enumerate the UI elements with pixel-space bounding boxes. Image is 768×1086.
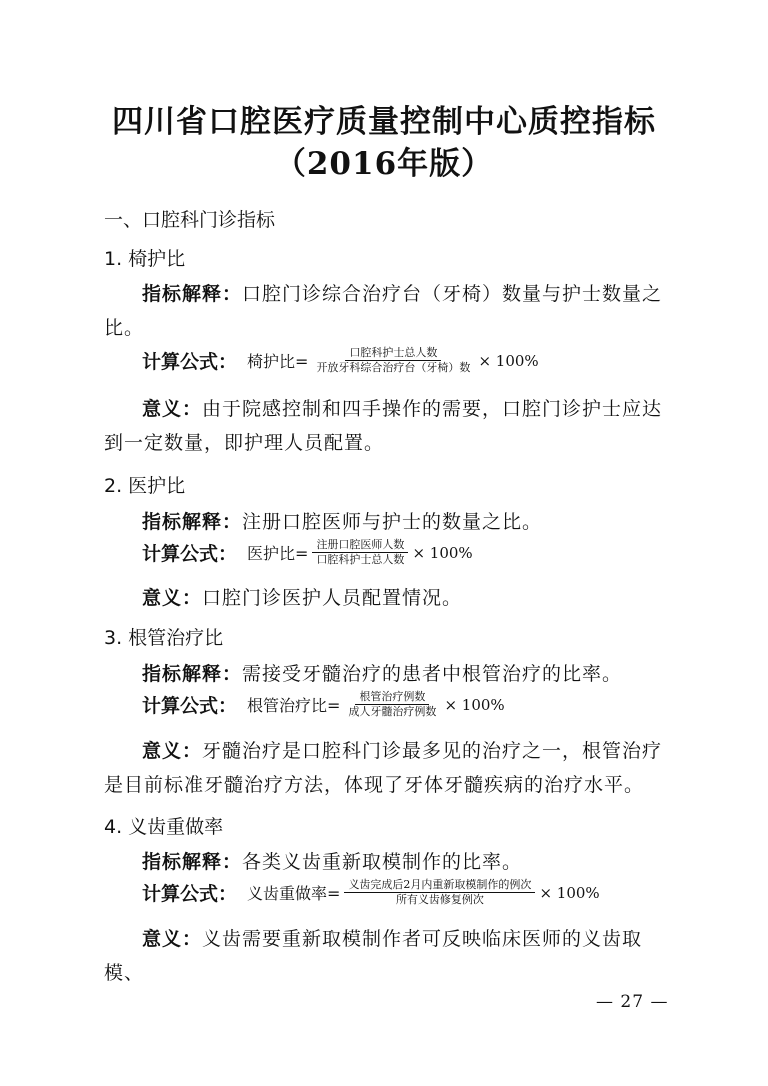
meaning-label: 意义： — [142, 398, 203, 420]
fraction — [312, 538, 408, 567]
formula-1 — [142, 346, 539, 375]
meaning-2 — [104, 581, 674, 615]
numerator: 注册口腔医师人数 — [312, 538, 408, 553]
meaning-label: 意义： — [142, 928, 203, 950]
meaning-text: 牙髓治疗是口腔科门诊最多见的治疗之一，根管治疗是目前标准牙髓治疗方法，体现了牙体牙髓疾病的治疗水平。 — [104, 740, 663, 796]
multiplier: × 100% — [478, 351, 539, 370]
denominator: 开放牙科综合治疗台（牙椅）数 — [316, 361, 471, 374]
meaning-3 — [104, 734, 674, 802]
explanation-text: 注册口腔医师与护士的数量之比。 — [242, 511, 543, 533]
explanation-3 — [104, 657, 674, 691]
section-heading: 一、口腔科门诊指标 — [104, 209, 276, 231]
formula-name: 椅护比= — [247, 352, 309, 371]
explanation-label: 指标解释： — [142, 283, 243, 305]
explanation-2 — [104, 505, 674, 539]
multiplier: × 100% — [539, 883, 600, 902]
meaning-label: 意义： — [142, 587, 203, 609]
explanation-text: 需接受牙髓治疗的患者中根管治疗的比率。 — [242, 663, 623, 685]
numerator: 口腔科护士总人数 — [345, 346, 441, 361]
meaning-text: 义齿需要重新取模制作者可反映临床医师的义齿取模、 — [104, 928, 643, 984]
meaning-label: 意义： — [142, 740, 203, 762]
explanation-1 — [104, 277, 674, 345]
meaning-4 — [104, 922, 674, 990]
denominator: 所有义齿修复例次 — [395, 893, 484, 906]
formula-label: 计算公式： — [142, 883, 238, 905]
formula-name: 义齿重做率= — [247, 884, 341, 903]
multiplier: × 100% — [412, 543, 473, 562]
explanation-label: 指标解释： — [142, 663, 243, 685]
fraction — [344, 690, 440, 719]
formula-name: 医护比= — [247, 544, 309, 563]
numerator: 义齿完成后2月内重新取模制作的例次 — [344, 878, 535, 893]
explanation-text: 各类义齿重新取模制作的比率。 — [242, 851, 523, 873]
meaning-1 — [104, 392, 674, 460]
denominator: 口腔科护士总人数 — [316, 553, 405, 566]
explanation-4 — [104, 845, 674, 879]
formula-3 — [142, 690, 505, 719]
multiplier: × 100% — [444, 695, 505, 714]
document-title: 四川省口腔医疗质量控制中心质控指标 — [112, 104, 656, 140]
explanation-label: 指标解释： — [142, 851, 243, 873]
meaning-text: 由于院感控制和四手操作的需要，口腔门诊护士应达到一定数量，即护理人员配置。 — [104, 398, 663, 454]
formula-name: 根管治疗比= — [247, 696, 341, 715]
item-heading-3: 3. 根管治疗比 — [104, 627, 224, 649]
formula-2 — [142, 538, 473, 567]
fraction — [344, 878, 535, 907]
formula-label: 计算公式： — [142, 543, 238, 565]
item-heading-4: 4. 义齿重做率 — [104, 816, 224, 838]
denominator: 成人牙髓治疗例数 — [348, 705, 437, 718]
fraction — [312, 346, 474, 375]
formula-4 — [142, 878, 600, 907]
explanation-text: 口腔门诊综合治疗台（牙椅）数量与护士数量之比。 — [104, 283, 663, 339]
item-heading-1: 1. 椅护比 — [104, 248, 186, 270]
explanation-label: 指标解释： — [142, 511, 243, 533]
page-number: — 27 — — [596, 992, 669, 1012]
formula-label: 计算公式： — [142, 695, 238, 717]
formula-label: 计算公式： — [142, 351, 238, 373]
numerator: 根管治疗例数 — [355, 690, 429, 705]
item-heading-2: 2. 医护比 — [104, 475, 186, 497]
meaning-text: 口腔门诊医护人员配置情况。 — [202, 587, 463, 609]
document-edition: （2016年版） — [274, 146, 494, 182]
